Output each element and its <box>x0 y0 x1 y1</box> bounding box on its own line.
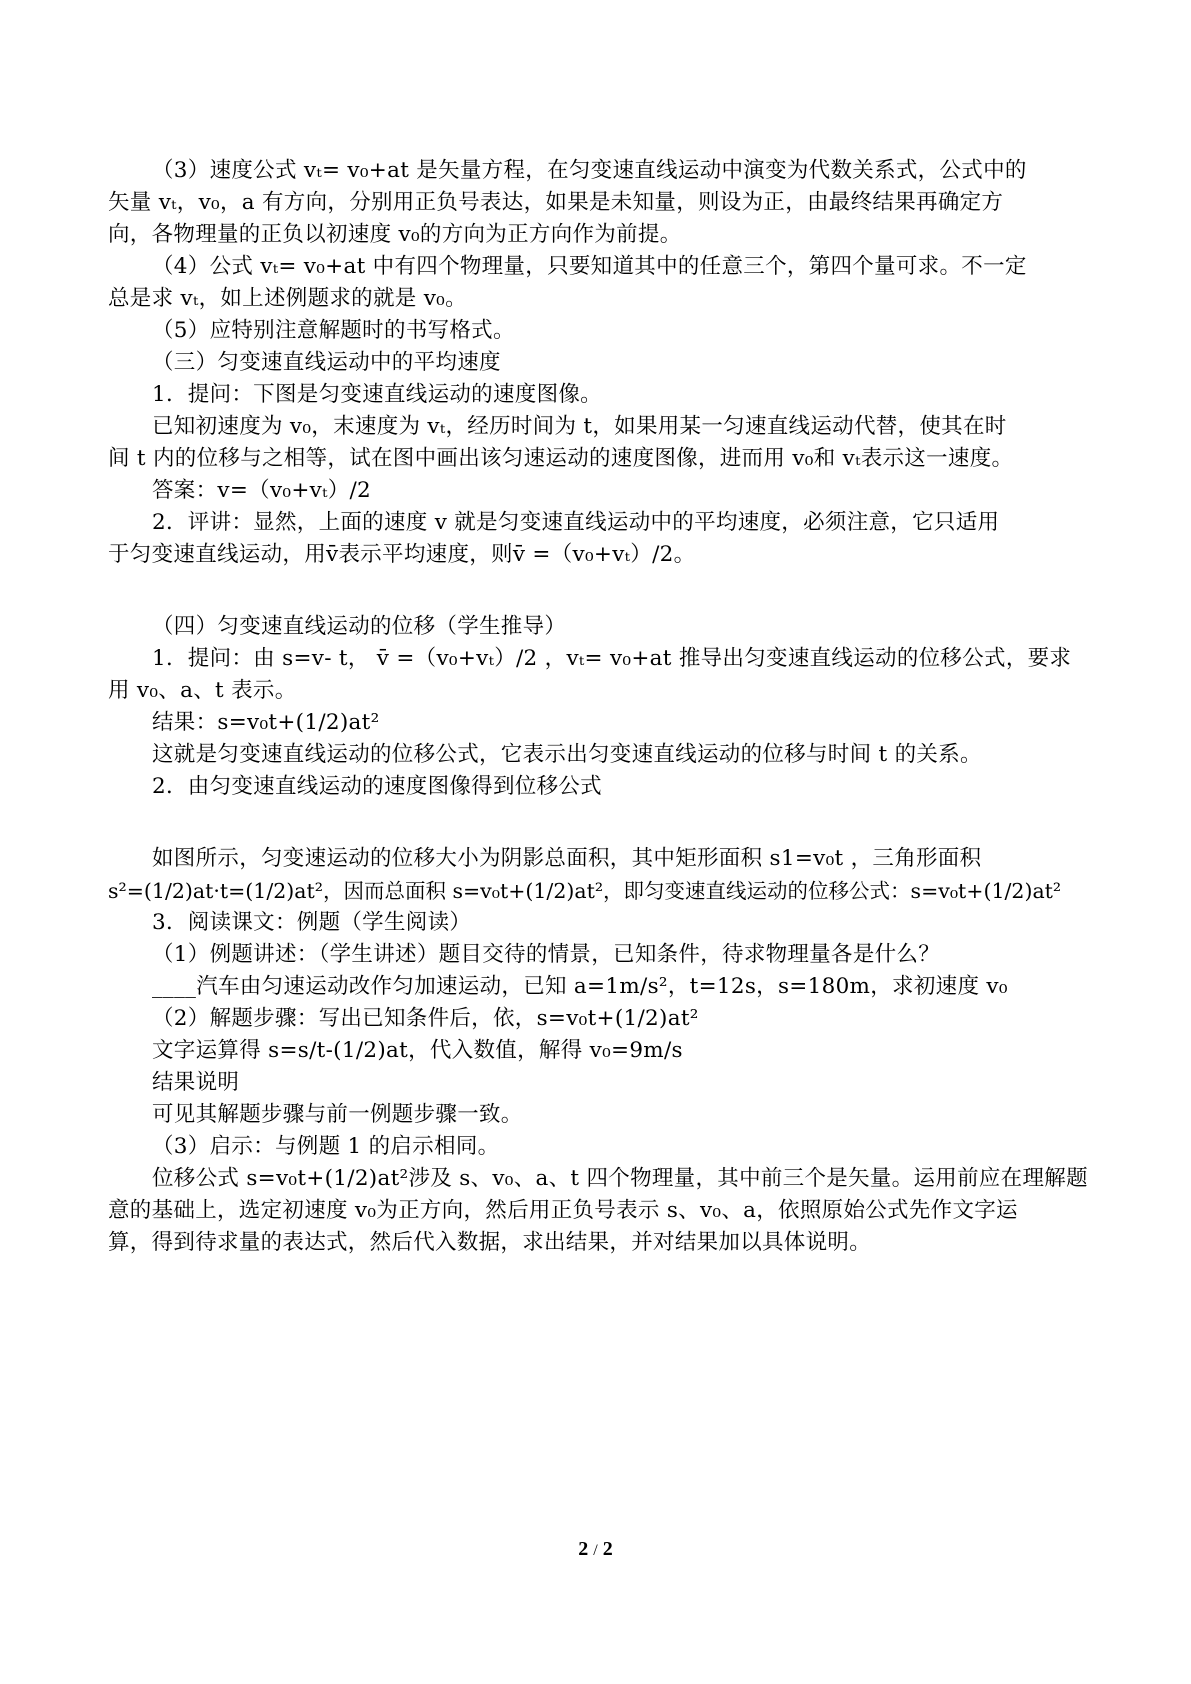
text-line: 结果说明 <box>152 1070 240 1095</box>
text-line: 用 v₀、a、t 表示。 <box>108 678 297 703</box>
text-line: ____汽车由匀速运动改作匀加速运动，已知 a=1m/s²，t=12s，s=180m，求初速度 v₀ <box>152 974 1008 999</box>
text-line: （2）解题步骤：写出已知条件后，依，s=v₀t+(1/2)at² <box>152 1006 699 1031</box>
section-heading: （三）匀变速直线运动中的平均速度 <box>152 350 501 375</box>
text-line: 文字运算得 s=s/t-(1/2)at，代入数值，解得 v₀=9m/s <box>152 1038 683 1063</box>
text-line: 2．由匀变速直线运动的速度图像得到位移公式 <box>152 774 602 799</box>
text-line: 1．提问：由 s=v- t， v̄ =（v₀+vₜ）/2 ，vₜ= v₀+at 推导出匀变速直线运动的位移公式，要求 <box>152 646 1072 671</box>
page-number <box>0 1538 1191 1561</box>
text-line: 矢量 vₜ，v₀，a 有方向，分别用正负号表达，如果是未知量，则设为正，由最终结果再确定方 <box>108 190 1004 215</box>
text-line: 结果：s=v₀t+(1/2)at² <box>152 710 380 735</box>
text-line: 总是求 vₜ，如上述例题求的就是 v₀。 <box>108 286 467 311</box>
section-heading: （四）匀变速直线运动的位移（学生推导） <box>152 614 567 639</box>
text-line: 意的基础上，选定初速度 v₀为正方向，然后用正负号表示 s、v₀、a，依照原始公式先作文字运 <box>108 1198 1018 1223</box>
text-line: 这就是匀变速直线运动的位移公式，它表示出匀变速直线运动的位移与时间 t 的关系。 <box>152 742 982 767</box>
text-line: 1．提问：下图是匀变速直线运动的速度图像。 <box>152 382 602 407</box>
text-line: 如图所示，匀变速运动的位移大小为阴影总面积，其中矩形面积 s1=v₀t ，三角形面积 <box>152 846 982 871</box>
blank-line <box>108 803 1086 843</box>
text-line: 可见其解题步骤与前一例题步骤一致。 <box>152 1102 523 1127</box>
page-separator: / <box>593 1542 598 1559</box>
page-total: 2 <box>602 1538 613 1560</box>
document-body <box>108 155 1086 1259</box>
blank-line <box>108 571 1086 611</box>
text-line: 已知初速度为 v₀，末速度为 vₜ，经历时间为 t，如果用某一匀速直线运动代替，使其在时 <box>152 414 1007 439</box>
text-line: 位移公式 s=v₀t+(1/2)at²涉及 s、v₀、a、t 四个物理量，其中前三个是矢量。运用前应在理解题 <box>152 1166 1088 1191</box>
text-line: s²=(1/2)at·t=(1/2)at²，因而总面积 s=v₀t+(1/2)at²，即匀变速直线运动的位移公式：s=v₀t+(1/2)at² <box>108 879 1062 903</box>
text-line: 向，各物理量的正负以初速度 v₀的方向为正方向作为前提。 <box>108 222 682 247</box>
text-line: （4）公式 vₜ= v₀+at 中有四个物理量，只要知道其中的任意三个，第四个量可求。不一定 <box>152 254 1027 279</box>
text-line: 于匀变速直线运动，用v̄表示平均速度，则v̄ =（v₀+vₜ）/2。 <box>108 542 696 567</box>
page-current: 2 <box>578 1538 589 1560</box>
text-line: （1）例题讲述：（学生讲述）题目交待的情景，已知条件，待求物理量各是什么？ <box>152 942 941 967</box>
text-line: 3．阅读课文：例题（学生阅读） <box>152 910 472 935</box>
text-line: 间 t 内的位移与之相等，试在图中画出该匀速运动的速度图像，进而用 v₀和 vₜ表示这一速度。 <box>108 446 1014 471</box>
text-line: 2．评讲：显然，上面的速度 v 就是匀变速直线运动中的平均速度，必须注意，它只适用 <box>152 510 1000 535</box>
text-line: （3）速度公式 vₜ= v₀+at 是矢量方程，在匀变速直线运动中演变为代数关系式，公式中的 <box>152 158 1027 183</box>
text-line: 算，得到待求量的表达式，然后代入数据，求出结果，并对结果加以具体说明。 <box>108 1230 872 1255</box>
text-line: 答案：v=（v₀+vₜ）/2 <box>152 478 372 503</box>
text-line: （3）启示：与例题 1 的启示相同。 <box>152 1134 500 1159</box>
text-line: （5）应特别注意解题时的书写格式。 <box>152 318 515 343</box>
